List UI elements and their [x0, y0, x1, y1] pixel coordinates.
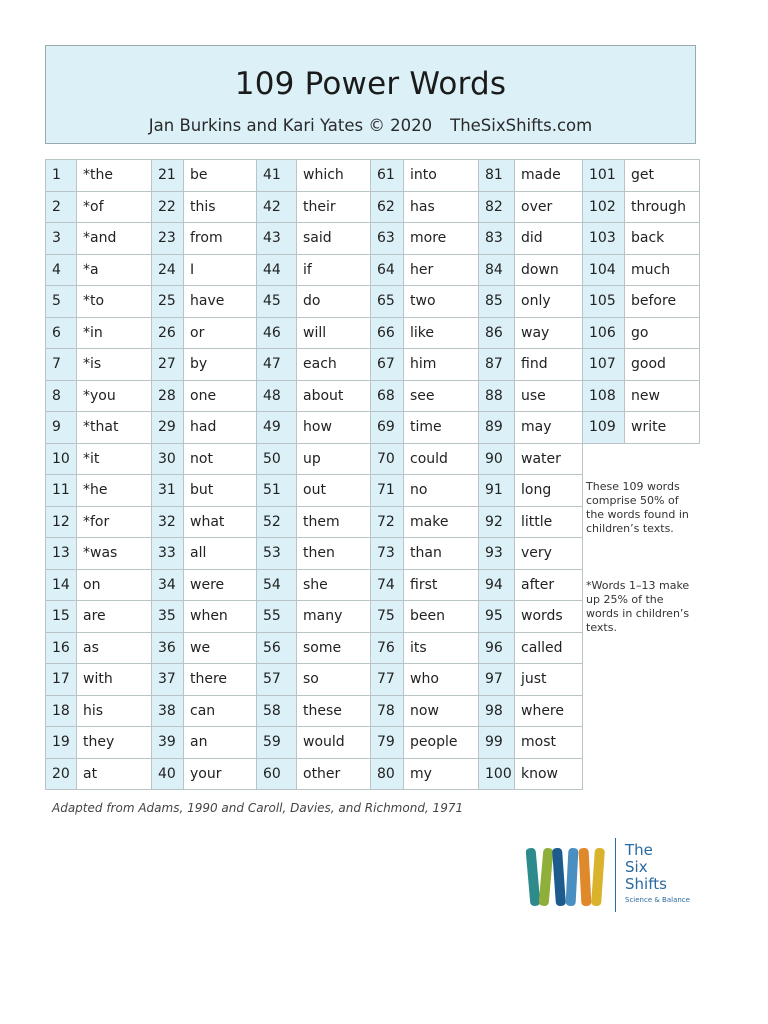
empty-cell	[583, 727, 700, 759]
logo-divider	[615, 838, 616, 912]
word-cell: *that	[77, 412, 152, 444]
word-number: 6	[46, 317, 77, 349]
logo-wordmark	[625, 842, 667, 893]
word-cell: out	[297, 475, 371, 507]
table-row	[46, 538, 700, 570]
table-row	[46, 223, 700, 255]
coverage-note: These 109 words comprise 50% of the words found in children’s texts.	[586, 480, 689, 535]
word-cell: from	[184, 223, 257, 255]
word-cell: *and	[77, 223, 152, 255]
word-cell: first	[404, 569, 479, 601]
word-cell: or	[184, 317, 257, 349]
word-cell: good	[625, 349, 700, 381]
word-number: 41	[257, 160, 297, 192]
word-number: 15	[46, 601, 77, 633]
word-cell: after	[515, 569, 583, 601]
word-cell: these	[297, 695, 371, 727]
word-cell: *to	[77, 286, 152, 318]
word-number: 25	[152, 286, 184, 318]
word-cell: each	[297, 349, 371, 381]
table-row	[46, 349, 700, 381]
word-number: 70	[371, 443, 404, 475]
word-number: 89	[479, 412, 515, 444]
table-row	[46, 664, 700, 696]
word-cell: *the	[77, 160, 152, 192]
word-number: 16	[46, 632, 77, 664]
word-cell: than	[404, 538, 479, 570]
table-row	[46, 191, 700, 223]
word-number: 64	[371, 254, 404, 286]
word-cell: its	[404, 632, 479, 664]
word-cell: more	[404, 223, 479, 255]
word-cell: be	[184, 160, 257, 192]
word-cell: *a	[77, 254, 152, 286]
word-number: 49	[257, 412, 297, 444]
word-cell: little	[515, 506, 583, 538]
word-number: 32	[152, 506, 184, 538]
word-number: 17	[46, 664, 77, 696]
word-cell: go	[625, 317, 700, 349]
word-cell: use	[515, 380, 583, 412]
word-number: 26	[152, 317, 184, 349]
word-cell: are	[77, 601, 152, 633]
word-cell: do	[297, 286, 371, 318]
word-number: 3	[46, 223, 77, 255]
word-cell: which	[297, 160, 371, 192]
logo-bar	[526, 848, 541, 907]
word-cell: most	[515, 727, 583, 759]
word-number: 74	[371, 569, 404, 601]
word-cell: *for	[77, 506, 152, 538]
word-number: 21	[152, 160, 184, 192]
word-cell: your	[184, 758, 257, 790]
word-cell: water	[515, 443, 583, 475]
word-cell: *of	[77, 191, 152, 223]
word-cell: one	[184, 380, 257, 412]
word-cell: into	[404, 160, 479, 192]
word-number: 18	[46, 695, 77, 727]
word-number: 76	[371, 632, 404, 664]
word-number: 60	[257, 758, 297, 790]
word-number: 68	[371, 380, 404, 412]
word-cell: see	[404, 380, 479, 412]
word-cell: called	[515, 632, 583, 664]
table-row	[46, 727, 700, 759]
word-number: 92	[479, 506, 515, 538]
word-number: 102	[583, 191, 625, 223]
word-number: 72	[371, 506, 404, 538]
word-cell: would	[297, 727, 371, 759]
word-number: 11	[46, 475, 77, 507]
table-row	[46, 254, 700, 286]
word-number: 96	[479, 632, 515, 664]
word-cell: where	[515, 695, 583, 727]
word-cell: made	[515, 160, 583, 192]
word-number: 42	[257, 191, 297, 223]
word-cell: down	[515, 254, 583, 286]
word-number: 20	[46, 758, 77, 790]
word-number: 103	[583, 223, 625, 255]
word-number: 62	[371, 191, 404, 223]
word-number: 30	[152, 443, 184, 475]
word-cell: if	[297, 254, 371, 286]
word-number: 31	[152, 475, 184, 507]
empty-cell	[583, 664, 700, 696]
word-number: 47	[257, 349, 297, 381]
table-row	[46, 443, 700, 475]
word-number: 77	[371, 664, 404, 696]
word-cell: has	[404, 191, 479, 223]
word-number: 34	[152, 569, 184, 601]
word-number: 109	[583, 412, 625, 444]
word-number: 9	[46, 412, 77, 444]
subtitle	[46, 116, 695, 135]
table-row	[46, 412, 700, 444]
word-number: 104	[583, 254, 625, 286]
word-cell: up	[297, 443, 371, 475]
word-number: 85	[479, 286, 515, 318]
word-number: 10	[46, 443, 77, 475]
word-number: 75	[371, 601, 404, 633]
word-number: 24	[152, 254, 184, 286]
word-number: 101	[583, 160, 625, 192]
word-cell: new	[625, 380, 700, 412]
word-number: 80	[371, 758, 404, 790]
word-cell: *he	[77, 475, 152, 507]
power-words-table	[45, 159, 700, 790]
word-number: 56	[257, 632, 297, 664]
table-row	[46, 380, 700, 412]
word-number: 8	[46, 380, 77, 412]
word-number: 4	[46, 254, 77, 286]
logo-line-six: Six	[625, 858, 648, 876]
word-number: 94	[479, 569, 515, 601]
word-cell: just	[515, 664, 583, 696]
word-number: 91	[479, 475, 515, 507]
word-number: 13	[46, 538, 77, 570]
word-cell: only	[515, 286, 583, 318]
logo-line-the: The	[625, 841, 653, 859]
page-title: 109 Power Words	[234, 66, 507, 102]
word-cell: other	[297, 758, 371, 790]
empty-cell	[583, 758, 700, 790]
word-cell: as	[77, 632, 152, 664]
word-number: 100	[479, 758, 515, 790]
word-cell: two	[404, 286, 479, 318]
word-cell: *is	[77, 349, 152, 381]
word-cell: many	[297, 601, 371, 633]
word-number: 46	[257, 317, 297, 349]
word-number: 7	[46, 349, 77, 381]
word-cell: with	[77, 664, 152, 696]
title-banner	[45, 45, 696, 144]
word-number: 63	[371, 223, 404, 255]
word-cell: my	[404, 758, 479, 790]
table-row	[46, 758, 700, 790]
word-cell: like	[404, 317, 479, 349]
word-cell: at	[77, 758, 152, 790]
word-number: 45	[257, 286, 297, 318]
word-number: 27	[152, 349, 184, 381]
word-number: 44	[257, 254, 297, 286]
logo-bar	[552, 848, 566, 907]
word-cell: very	[515, 538, 583, 570]
word-number: 106	[583, 317, 625, 349]
word-number: 105	[583, 286, 625, 318]
word-number: 73	[371, 538, 404, 570]
word-cell: over	[515, 191, 583, 223]
word-number: 29	[152, 412, 184, 444]
word-cell: much	[625, 254, 700, 286]
word-number: 28	[152, 380, 184, 412]
empty-cell	[583, 538, 700, 570]
word-number: 81	[479, 160, 515, 192]
word-number: 33	[152, 538, 184, 570]
table-row	[46, 160, 700, 192]
word-cell: them	[297, 506, 371, 538]
word-number: 84	[479, 254, 515, 286]
word-number: 39	[152, 727, 184, 759]
word-cell: they	[77, 727, 152, 759]
word-cell: long	[515, 475, 583, 507]
word-cell: before	[625, 286, 700, 318]
word-cell: she	[297, 569, 371, 601]
word-cell: who	[404, 664, 479, 696]
word-cell: how	[297, 412, 371, 444]
word-cell: so	[297, 664, 371, 696]
table-row	[46, 632, 700, 664]
logo-bar	[538, 848, 553, 907]
word-cell: no	[404, 475, 479, 507]
word-cell: now	[404, 695, 479, 727]
word-number: 14	[46, 569, 77, 601]
word-cell: on	[77, 569, 152, 601]
word-number: 1	[46, 160, 77, 192]
word-number: 78	[371, 695, 404, 727]
word-number: 51	[257, 475, 297, 507]
logo-line-shifts: Shifts	[625, 875, 667, 893]
logo-bar	[578, 848, 591, 906]
word-number: 59	[257, 727, 297, 759]
word-cell: some	[297, 632, 371, 664]
word-cell: all	[184, 538, 257, 570]
word-number: 82	[479, 191, 515, 223]
word-number: 71	[371, 475, 404, 507]
word-cell: through	[625, 191, 700, 223]
logo-bar	[565, 848, 578, 906]
word-number: 22	[152, 191, 184, 223]
six-shifts-logo	[526, 838, 706, 918]
source-citation: Adapted from Adams, 1990 and Caroll, Davies, and Richmond, 1971	[52, 801, 464, 815]
word-number: 54	[257, 569, 297, 601]
word-cell: words	[515, 601, 583, 633]
word-cell: way	[515, 317, 583, 349]
table-row	[46, 317, 700, 349]
word-cell: *in	[77, 317, 152, 349]
word-number: 2	[46, 191, 77, 223]
word-cell: did	[515, 223, 583, 255]
word-cell: find	[515, 349, 583, 381]
word-cell: *you	[77, 380, 152, 412]
word-number: 55	[257, 601, 297, 633]
word-number: 66	[371, 317, 404, 349]
word-cell: been	[404, 601, 479, 633]
word-cell: time	[404, 412, 479, 444]
word-cell: by	[184, 349, 257, 381]
word-cell: an	[184, 727, 257, 759]
word-cell: back	[625, 223, 700, 255]
word-cell: make	[404, 506, 479, 538]
word-cell: know	[515, 758, 583, 790]
word-number: 5	[46, 286, 77, 318]
word-cell: have	[184, 286, 257, 318]
empty-cell	[583, 695, 700, 727]
word-number: 40	[152, 758, 184, 790]
word-number: 87	[479, 349, 515, 381]
word-cell: not	[184, 443, 257, 475]
word-cell: this	[184, 191, 257, 223]
word-number: 90	[479, 443, 515, 475]
word-cell: what	[184, 506, 257, 538]
word-number: 58	[257, 695, 297, 727]
word-number: 107	[583, 349, 625, 381]
word-cell: said	[297, 223, 371, 255]
word-cell: but	[184, 475, 257, 507]
word-number: 83	[479, 223, 515, 255]
word-number: 36	[152, 632, 184, 664]
word-number: 98	[479, 695, 515, 727]
word-number: 95	[479, 601, 515, 633]
word-number: 86	[479, 317, 515, 349]
logo-tagline: Science & Balance	[625, 896, 690, 904]
empty-cell	[583, 632, 700, 664]
word-cell: were	[184, 569, 257, 601]
authors-text: Jan Burkins and Kari Yates © 2020	[148, 116, 433, 135]
word-cell: *was	[77, 538, 152, 570]
word-number: 12	[46, 506, 77, 538]
word-number: 99	[479, 727, 515, 759]
table-row	[46, 286, 700, 318]
word-number: 52	[257, 506, 297, 538]
word-cell: get	[625, 160, 700, 192]
word-number: 50	[257, 443, 297, 475]
word-number: 43	[257, 223, 297, 255]
word-cell: her	[404, 254, 479, 286]
word-number: 19	[46, 727, 77, 759]
table-row	[46, 695, 700, 727]
word-number: 69	[371, 412, 404, 444]
word-cell: him	[404, 349, 479, 381]
word-cell: people	[404, 727, 479, 759]
word-cell: about	[297, 380, 371, 412]
word-number: 48	[257, 380, 297, 412]
word-number: 57	[257, 664, 297, 696]
word-cell: write	[625, 412, 700, 444]
word-number: 67	[371, 349, 404, 381]
site-text: TheSixShifts.com	[450, 116, 593, 135]
word-number: 93	[479, 538, 515, 570]
word-number: 38	[152, 695, 184, 727]
word-cell: I	[184, 254, 257, 286]
logo-bars-icon	[526, 846, 608, 908]
word-number: 97	[479, 664, 515, 696]
word-cell: may	[515, 412, 583, 444]
starred-note: *Words 1–13 make up 25% of the words in children’s texts.	[586, 579, 690, 634]
word-number: 53	[257, 538, 297, 570]
word-cell: his	[77, 695, 152, 727]
word-cell: *it	[77, 443, 152, 475]
word-cell: their	[297, 191, 371, 223]
word-number: 88	[479, 380, 515, 412]
word-number: 35	[152, 601, 184, 633]
logo-bar	[591, 848, 605, 907]
word-cell: there	[184, 664, 257, 696]
word-cell: had	[184, 412, 257, 444]
word-cell: when	[184, 601, 257, 633]
word-number: 37	[152, 664, 184, 696]
word-number: 61	[371, 160, 404, 192]
word-cell: then	[297, 538, 371, 570]
word-cell: can	[184, 695, 257, 727]
word-number: 23	[152, 223, 184, 255]
word-cell: we	[184, 632, 257, 664]
word-number: 108	[583, 380, 625, 412]
word-cell: could	[404, 443, 479, 475]
empty-cell	[583, 443, 700, 475]
word-number: 79	[371, 727, 404, 759]
word-number: 65	[371, 286, 404, 318]
word-cell: will	[297, 317, 371, 349]
